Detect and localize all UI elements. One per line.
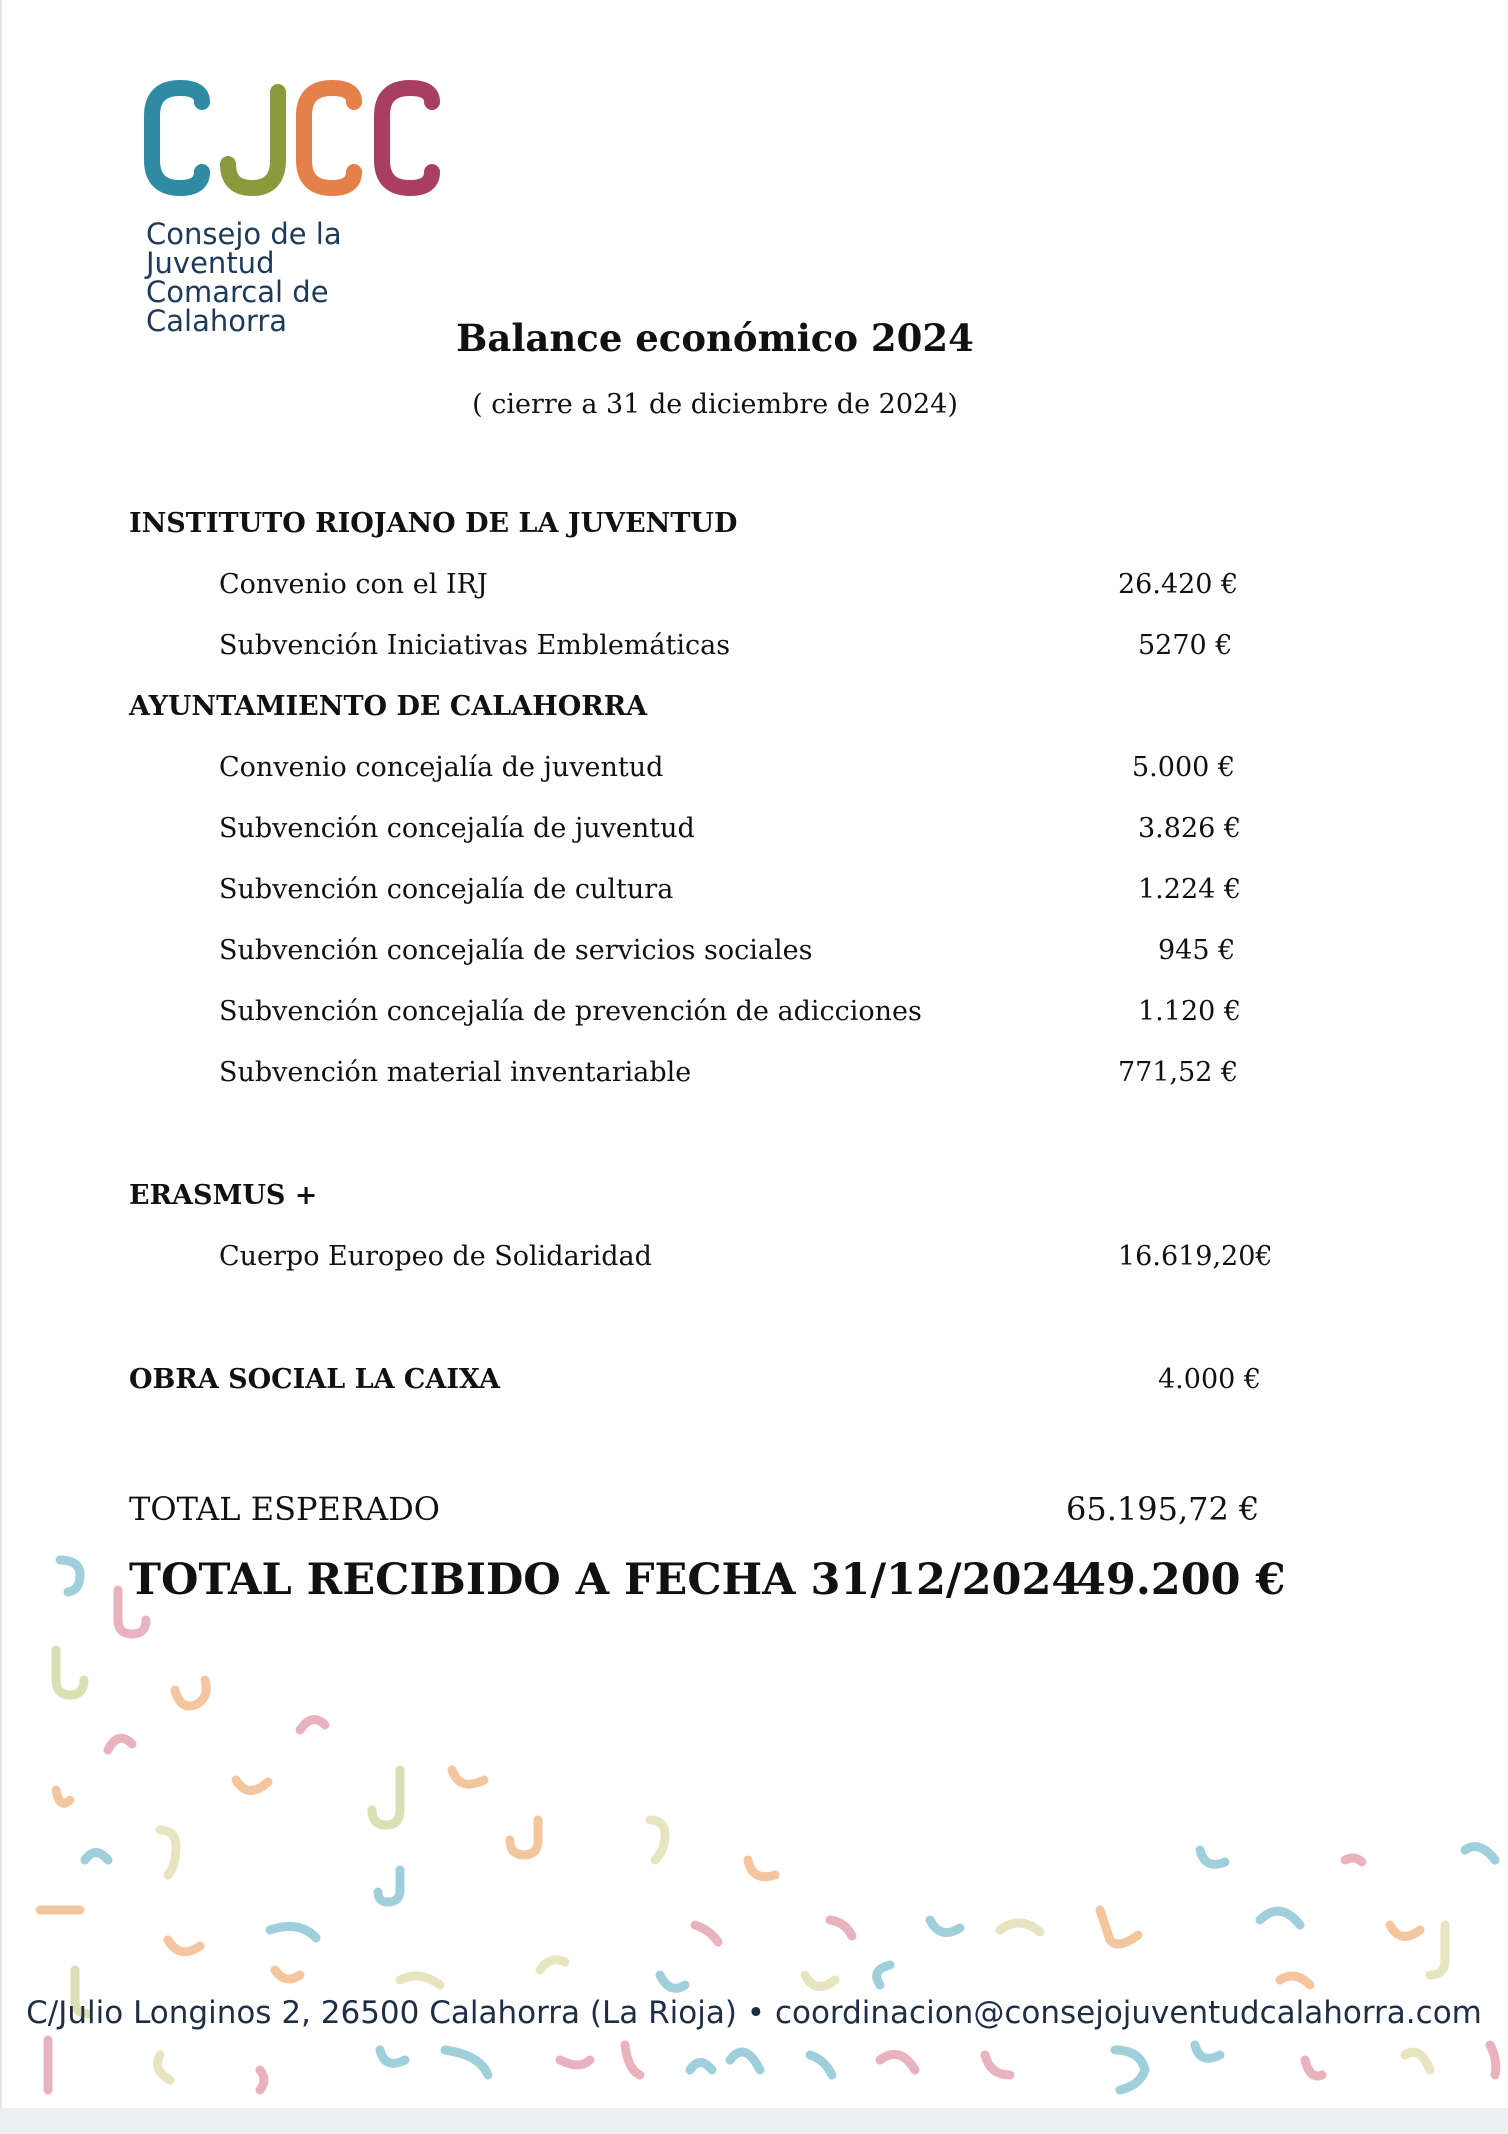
cjcc-logo-mark xyxy=(140,80,460,220)
footer-address: C/Julio Longinos 2, 26500 Calahorra (La Rioja) xyxy=(26,1995,737,2031)
line-item-label: Subvención concejalía de prevención de adicciones xyxy=(219,996,922,1027)
line-item-label: Subvención concejalía de cultura xyxy=(219,874,674,905)
line-item-label: Cuerpo Europeo de Solidaridad xyxy=(219,1241,652,1272)
line-item-label: Subvención Iniciativas Emblemáticas xyxy=(219,630,731,661)
page-bottom-strip xyxy=(0,2108,1508,2134)
line-item-label: Subvención concejalía de juventud xyxy=(219,813,695,844)
line-item-amount: 5270 € xyxy=(1138,630,1233,661)
document-title: Balance económico 2024 xyxy=(456,316,974,360)
line-item-label: Subvención concejalía de servicios sociales xyxy=(219,935,813,966)
line-item-amount: 4.000 € xyxy=(1158,1364,1262,1395)
footer-email[interactable]: coordinacion@consejojuventudcalahorra.com xyxy=(774,1995,1482,2031)
line-item-amount: 3.826 € xyxy=(1138,813,1242,844)
total-received-label: TOTAL RECIBIDO A FECHA 31/12/2024 xyxy=(129,1555,1082,1605)
section-heading-erasmus: ERASMUS + xyxy=(129,1180,318,1211)
line-item-amount: 771,52 € xyxy=(1118,1057,1239,1088)
section-heading-ayuntamiento: AYUNTAMIENTO DE CALAHORRA xyxy=(129,691,648,722)
line-item-label: Convenio concejalía de juventud xyxy=(219,752,664,783)
line-item-amount: 1.224 € xyxy=(1138,874,1242,905)
line-item-amount: 1.120 € xyxy=(1138,996,1242,1027)
logo-line-1: Consejo de la Juventud xyxy=(146,217,342,280)
cjcc-logo xyxy=(140,80,460,338)
line-item-label: Subvención material inventariable xyxy=(219,1057,692,1088)
line-item-amount: 16.619,20€ xyxy=(1118,1241,1273,1272)
footer-separator: • xyxy=(746,1995,766,2031)
line-item-amount: 5.000 € xyxy=(1132,752,1236,783)
decorative-confetti xyxy=(0,1530,1508,2134)
document-subtitle: ( cierre a 31 de diciembre de 2024) xyxy=(472,389,958,420)
total-received-amount: 49.200 € xyxy=(1076,1555,1286,1605)
line-item-label: Convenio con el IRJ xyxy=(219,569,488,600)
total-expected-amount: 65.195,72 € xyxy=(1066,1490,1260,1528)
total-expected-label: TOTAL ESPERADO xyxy=(129,1490,440,1528)
logo-line-2: Comarcal de Calahorra xyxy=(146,275,329,338)
line-item-amount: 945 € xyxy=(1158,935,1236,966)
section-heading-caixa: OBRA SOCIAL LA CAIXA xyxy=(129,1364,500,1395)
section-heading-irj: INSTITUTO RIOJANO DE LA JUVENTUD xyxy=(129,508,738,539)
line-item-amount: 26.420 € xyxy=(1118,569,1239,600)
footer-contact xyxy=(0,1995,1508,2031)
